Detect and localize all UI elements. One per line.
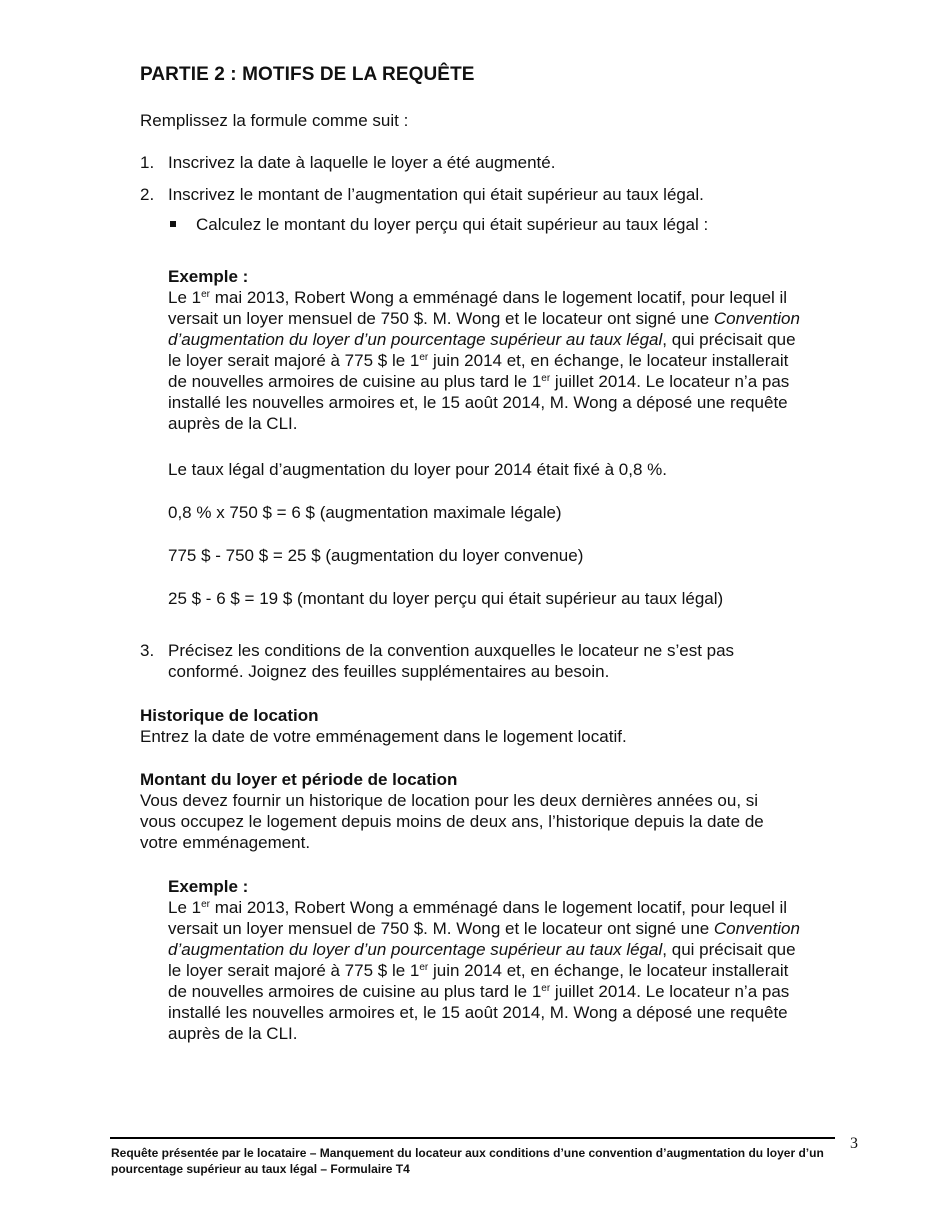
example-line: le loyer serait majoré à 775 $ le 1er juin 2014 et, en échange, le locateur installerait (168, 351, 789, 370)
example-line: de nouvelles armoires de cuisine au plus tard le 1er juillet 2014. Le locateur n’a pas (168, 982, 790, 1001)
page-heading: PARTIE 2 : MOTIFS DE LA REQUÊTE (140, 64, 475, 85)
example-line: auprès de la CLI. (168, 1024, 298, 1043)
example-line: auprès de la CLI. (168, 414, 298, 433)
example-line: Le 1er mai 2013, Robert Wong a emménagé dans le logement locatif, pour lequel il (168, 288, 788, 307)
page-number: 3 (850, 1135, 858, 1152)
example-line: versait un loyer mensuel de 750 $. M. Wong et le locateur ont signé une Convention (168, 919, 800, 938)
calc-excess: 25 $ - 6 $ = 19 $ (montant du loyer perçu qui était supérieur au taux légal) (168, 589, 724, 608)
step-3-number: 3. (140, 641, 155, 660)
step-3-text: Précisez les conditions de la convention auxquelles le locateur ne s’est pas conformé. Joignez des feuilles supplémentaires au besoin. (168, 641, 735, 681)
example-title: Exemple : (168, 267, 249, 286)
footer-divider (110, 1137, 835, 1139)
rent-period-title: Montant du loyer et période de location (140, 770, 458, 789)
intro-text: Remplissez la formule comme suit : (140, 111, 409, 130)
example-line: d’augmentation du loyer d’un pourcentage supérieur au taux légal, qui précisait que (168, 330, 796, 349)
example-line: installé les nouvelles armoires et, le 15 août 2014, M. Wong a déposé une requête (168, 393, 788, 412)
example-line: de nouvelles armoires de cuisine au plus tard le 1er juillet 2014. Le locateur n’a pas (168, 372, 790, 391)
example-line: le loyer serait majoré à 775 $ le 1er juin 2014 et, en échange, le locateur installerait (168, 961, 789, 980)
example-title: Exemple : (168, 877, 249, 896)
example-2 (168, 876, 868, 1044)
example-1 (168, 266, 868, 434)
step-1-text: Inscrivez la date à laquelle le loyer a été augmenté. (168, 153, 556, 172)
step-2-number: 2. (140, 185, 155, 204)
sub-bullet-text: Calculez le montant du loyer perçu qui était supérieur au taux légal : (196, 215, 709, 234)
square-bullet-icon (170, 221, 176, 227)
calc-max: 0,8 % x 750 $ = 6 $ (augmentation maximale légale) (168, 503, 562, 522)
example-line: installé les nouvelles armoires et, le 15 août 2014, M. Wong a déposé une requête (168, 1003, 788, 1022)
step-1-number: 1. (140, 153, 155, 172)
example-line: versait un loyer mensuel de 750 $. M. Wong et le locateur ont signé une Convention (168, 309, 800, 328)
calc-agreed: 775 $ - 750 $ = 25 $ (augmentation du loyer convenue) (168, 546, 584, 565)
history-text: Entrez la date de votre emménagement dans le logement locatif. (140, 727, 627, 746)
step-2-text: Inscrivez le montant de l’augmentation qui était supérieur au taux légal. (168, 185, 704, 204)
footer-text: Requête présentée par le locataire – Manquement du locateur aux conditions d’une convention d’augmentation du loyer d’un pourcentage supérieur au taux légal – Formulaire T4 (111, 1146, 824, 1176)
rent-period-text: Vous devez fournir un historique de location pour les deux dernières années ou, si vous occupez le logement depuis moins de deux ans, l’historique depuis la date de votre emménagement. (140, 791, 764, 852)
example-line: d’augmentation du loyer d’un pourcentage supérieur au taux légal, qui précisait que (168, 940, 796, 959)
history-title: Historique de location (140, 706, 319, 725)
calc-rate: Le taux légal d’augmentation du loyer pour 2014 était fixé à 0,8 %. (168, 460, 668, 479)
example-line: Le 1er mai 2013, Robert Wong a emménagé dans le logement locatif, pour lequel il (168, 898, 788, 917)
